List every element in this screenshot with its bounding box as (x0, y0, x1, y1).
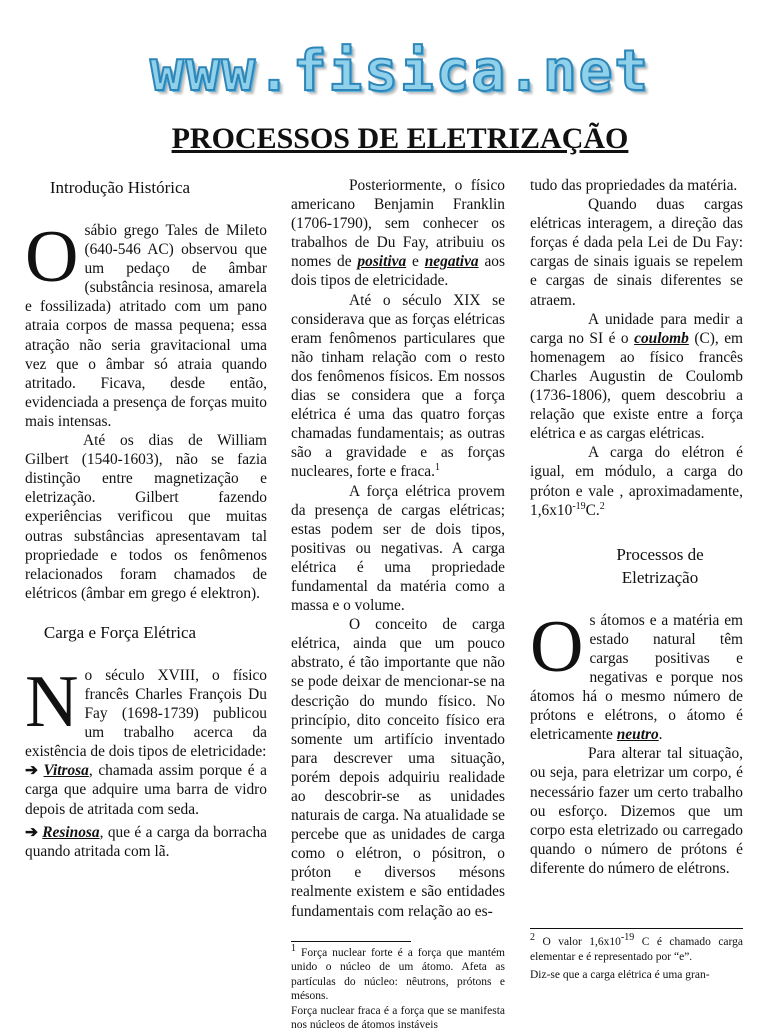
footnote-text: C é chamado carga elementar e é representado por “e”. (530, 936, 744, 963)
term-text: , chamada assim porque é a carga que adquire uma barra de vidro depois de atritada com seda. (25, 762, 267, 818)
page-title: PROCESSOS DE ELETRIZAÇÃO (171, 122, 629, 155)
drop-cap: O (530, 605, 584, 688)
section-heading-intro: Introdução Histórica (49, 178, 191, 197)
footnote-divider (291, 941, 411, 942)
paragraph-text: s átomos e a matéria em estado natural têm cargas positivas e negativas e porque nos átomos há o mesmo número de prótons e elétrons, o átomo é eletricamente (530, 611, 743, 744)
paragraph-gilbert: Até os dias de William Gilbert (1540-1603), não se fazia distinção entre magnetização e eletrização. Gilbert fazendo experiências verificou que muitas outras substâncias apresentavam tal propriedade e todos os fenômenos relacionados foram chamados de elétricos (âmbar em grego é elektron). (25, 432, 267, 602)
footnote-2 (530, 932, 744, 983)
footnote-ref[interactable]: 1 (434, 462, 440, 474)
arrow-icon: ➔ (25, 823, 38, 841)
paragraph-coulomb (530, 310, 743, 444)
footnote-text: Força nuclear forte é a força que mantém unido o núcleo de um átomo. Afeta as partículas do núcleo: nêutrons, prótons e mésons. (291, 946, 505, 1003)
paragraph-text: C. (585, 501, 600, 519)
footnote-divider (530, 928, 743, 929)
paragraph-dufay (25, 660, 267, 761)
drop-cap: N (25, 660, 79, 743)
paragraph-text: Posteriormente, o físico americano Benjamin Franklin (1706-1790), sem conhecer os trabalhos de Du Fay, atribuiu os nomes de (291, 177, 505, 271)
list-item-resinosa (25, 823, 267, 861)
footnote-number: 2 (530, 932, 535, 944)
column-1 (25, 176, 267, 861)
footnote-ref[interactable]: 2 (599, 500, 605, 512)
footnote-text: O valor 1,6x10 (542, 936, 621, 948)
paragraph-text: sábio grego Tales de Mileto (640-546 AC) observou que um pedaço de âmbar (substância resinosa, amarela e fossilizada) atritado com um pano atraia corpos de massa pequena; essa atração não seria gravitacional uma vez que o âmbar só atraia quando atritado. Ficava, desde então, evidenciada a presença de forças muito mais intensas. (25, 222, 267, 430)
section-heading-processos: Processos de Eletrização (616, 544, 704, 587)
paragraph-text: aos dois tipos de eletricidade. (291, 253, 505, 290)
conjunction: e (412, 253, 419, 271)
paragraph-atomos (530, 605, 743, 745)
exponent: -19 (620, 932, 635, 944)
paragraph-text: A carga do elétron é igual, em módulo, a carga do próton e vale , aproximadamente, 1,6x10 (530, 444, 743, 519)
paragraph-text: . (658, 726, 663, 744)
paragraph-eletrizar: Para alterar tal situação, ou seja, para eletrizar um corpo, é necessário fazer um certo trabalho ou esforço. Dizemos que um corpo esta eletrizado ou carregado quando o número de prótons é diferente do número de elétrons. (530, 745, 743, 877)
term-coulomb: coulomb (634, 329, 689, 347)
footnote-text: Força nuclear fraca é a força que se manifesta nos núcleos de átomos instáveis (291, 1004, 505, 1032)
term-neutro: neutro (616, 726, 659, 744)
column-3 (530, 176, 743, 983)
column-2 (291, 176, 505, 1033)
footnote-number: 1 (291, 942, 296, 954)
footnote-text: Diz-se que a carga elétrica é uma gran- (530, 969, 710, 981)
term-positiva: positiva (357, 253, 407, 271)
term-resinosa: Resinosa (42, 823, 100, 841)
paragraph-text: Até o século XIX se considerava que as forças elétricas eram fenômenos particulares que não tinham relação com o resto dos fenômenos físicos. Em nossos dias se considera que a força elétrica é uma das quatro forças chamadas fundamentais; as outras são a gravidade e as forças nucleares, forte e fraca. (291, 291, 505, 481)
term-text: , que é a carga da borracha quando atritada com lã. (25, 823, 267, 860)
list-item-vitrosa (25, 761, 267, 818)
arrow-icon: ➔ (25, 762, 38, 780)
paragraph-text: o século XVIII, o físico francês Charles François Du Fay (1698-1739) publicou um trabalho acerca da existência de dois tipos de eletricidade: (25, 666, 267, 761)
term-vitrosa: Vitrosa (43, 762, 89, 780)
footnote-1 (291, 942, 505, 1033)
site-logo-text: www.fisica.net (149, 38, 650, 104)
drop-cap: O (25, 216, 79, 298)
paragraph-franklin (291, 176, 505, 291)
paragraph-continued: tudo das propriedades da matéria. (530, 177, 738, 194)
site-logo[interactable] (130, 40, 670, 102)
paragraph-eletron (530, 443, 743, 519)
paragraph-carga: A força elétrica provem da presença de cargas elétricas; estas podem ser de dois tipos, positivas ou negativas. A carga elétrica é uma propriedade fundamental da matéria como a massa e o volume. (291, 482, 505, 615)
paragraph-forcas (291, 291, 505, 482)
exponent: -19 (572, 500, 586, 512)
term-negativa: negativa (424, 253, 479, 271)
paragraph-text: (C), em homenagem ao físico francês Charles Augustin de Coulomb (1736-1806), quem descobriu a relação que existe entre a força elétrica e as cargas elétricas. (530, 329, 744, 443)
section-heading-carga: Carga e Força Elétrica (43, 622, 197, 642)
paragraph-text: A unidade para medir a carga no SI é o (530, 310, 743, 347)
paragraph-tales (25, 216, 267, 431)
paragraph-lei-dufay: Quando duas cargas elétricas interagem, a direção das forças é dada pela Lei de Du Fay: cargas de sinais iguais se repelem e cargas de sinais diferentes se atraem. (530, 196, 743, 309)
paragraph-conceito: O conceito de carga elétrica, ainda que um pouco abstrato, é tão importante que não se pode deixar de mencionar-se na descrição do mundo físico. No princípio, dito conceito físico era somente um artifício inventado para descrever uma situação, porém depois adquiriu realidade ao descobrir-se as unidades naturais de carga. Na atualidade se percebe que as unidades de carga como o elétron, o pósitron, o próton e diversos mésons realmente existem e são entidades fundamentais com relação ao es- (291, 616, 505, 920)
